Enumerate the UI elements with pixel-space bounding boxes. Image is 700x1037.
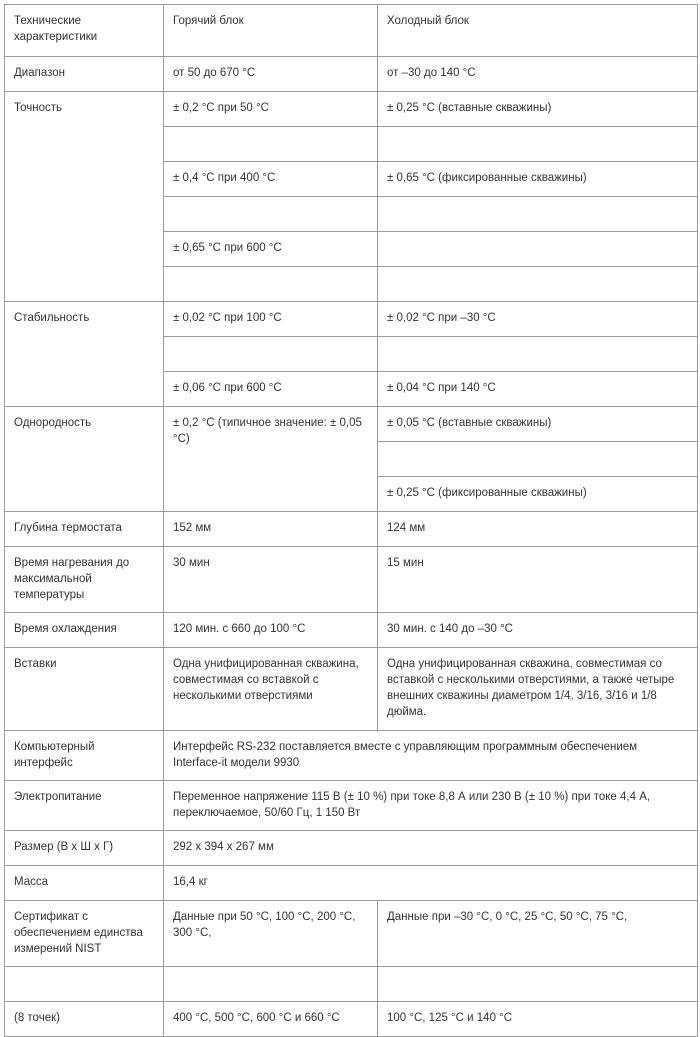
cell-hot: ± 0,2 °C (типичное значение: ± 0,05 °C) [164,407,378,512]
header-cold: Холодный блок [378,5,698,57]
cell-cold [378,127,698,162]
table-row [5,731,698,781]
row-label: Размер (В x Ш x Г) [5,831,164,866]
cell-cold: Одна унифицированная скважина, совместимая со вставкой с несколькими отверстиями, а также четыре внешних скважины диаметром 1/4, 3/16, 3/16 и 1/8 дюйма. [378,648,698,731]
cell-cold [378,442,698,477]
cell-value: 16,4 кг [164,866,698,901]
row-label: Однородность [5,407,164,512]
row-label: Стабильность [5,302,164,407]
table-row [5,831,698,866]
table-row [5,648,698,731]
header-spec: Технические характеристики [5,5,164,57]
cell-hot: 120 мин. с 660 до 100 °C [164,613,378,648]
cell-cold: ± 0,25 °C (вставные скважины) [378,92,698,127]
cell-hot: от 50 до 670 °C [164,57,378,92]
table-row [5,57,698,92]
row-label: Время нагревания до максимальной температуры [5,547,164,613]
cell-cold: ± 0,02 °C при –30 °C [378,302,698,337]
table-row [5,547,698,613]
table-row [5,407,698,442]
row-label: Компьютерный интерфейс [5,731,164,781]
cell-value: Переменное напряжение 115 В (± 10 %) при токе 8,8 А или 230 В (± 10 %) при токе 4,4 А, переключаемое, 50/60 Гц, 1 150 Вт [164,781,698,831]
cell-cold: 124 мм [378,512,698,547]
cell-cold: 15 мин [378,547,698,613]
cell-cold [378,232,698,267]
row-label: Сертификат с обеспечением единства измерений NIST [5,901,164,967]
cell-cold [378,267,698,302]
cell-cold: 30 мин. с 140 до –30 °C [378,613,698,648]
row-label [5,967,164,1002]
cell-hot: ± 0,02 °C при 100 °C [164,302,378,337]
specs-table [4,4,698,1037]
cell-hot [164,127,378,162]
cell-hot: 152 мм [164,512,378,547]
table-row [5,302,698,337]
header-hot: Горячий блок [164,5,378,57]
row-label: Масса [5,866,164,901]
table-row [5,781,698,831]
cell-cold: ± 0,25 °C (фиксированные скважины) [378,477,698,512]
table-row [5,5,698,57]
table-row [5,866,698,901]
cell-value: Интерфейс RS-232 поставляется вместе с управляющим программным обеспечением Interface-it модели 9930 [164,731,698,781]
cell-cold: ± 0,05 °C (вставные скважины) [378,407,698,442]
table-row [5,613,698,648]
cell-hot: Данные при 50 °C, 100 °C, 200 °C, 300 °C, [164,901,378,967]
cell-hot [164,267,378,302]
cell-hot: 30 мин [164,547,378,613]
cell-hot: 400 °C, 500 °C, 600 °C и 660 °C [164,1002,378,1037]
table-row [5,967,698,1002]
table-row [5,1002,698,1037]
table-row [5,92,698,127]
cell-cold [378,967,698,1002]
cell-hot: ± 0,4 °C при 400 °C [164,162,378,197]
cell-hot: Одна унифицированная скважина, совместимая со вставкой с несколькими отверстиями [164,648,378,731]
cell-value: 292 x 394 x 267 мм [164,831,698,866]
cell-cold: 100 °C, 125 °C и 140 °C [378,1002,698,1037]
cell-hot: ± 0,06 °C при 600 °C [164,372,378,407]
row-label: Глубина термостата [5,512,164,547]
table-row [5,512,698,547]
cell-cold: от –30 до 140 °C [378,57,698,92]
cell-hot [164,967,378,1002]
row-label: Диапазон [5,57,164,92]
row-label: Точность [5,92,164,302]
table-row [5,901,698,967]
cell-hot [164,197,378,232]
cell-cold: ± 0,65 °C (фиксированные скважины) [378,162,698,197]
cell-cold [378,197,698,232]
row-label: Время охлаждения [5,613,164,648]
cell-cold: Данные при –30 °C, 0 °C, 25 °C, 50 °C, 75 °C, [378,901,698,967]
cell-cold: ± 0,04 °C при 140 °C [378,372,698,407]
cell-cold [378,337,698,372]
cell-hot: ± 0,2 °C при 50 °C [164,92,378,127]
cell-hot: ± 0,65 °C при 600 °C [164,232,378,267]
cell-hot [164,337,378,372]
row-label: Электропитание [5,781,164,831]
row-label: Вставки [5,648,164,731]
row-label: (8 точек) [5,1002,164,1037]
